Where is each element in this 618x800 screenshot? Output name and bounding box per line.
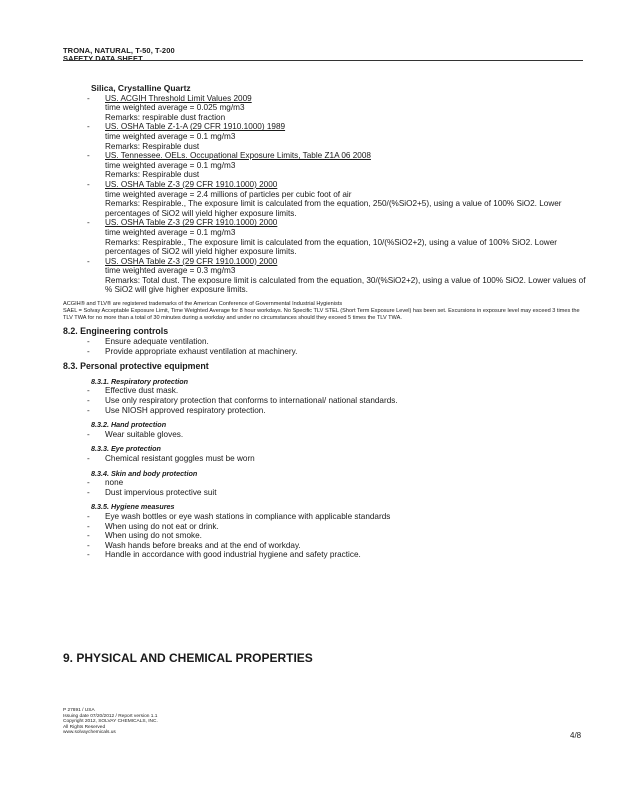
engineering-control-item-text: Provide appropriate exhaust ventilation at machinery. — [105, 346, 298, 356]
ppe-subsection-title: 8.3.3. Eye protection — [91, 444, 161, 454]
header-doc-type: SAFETY DATA SHEET — [63, 54, 143, 63]
ppe-subsection-title: 8.3.1. Respiratory protection — [91, 376, 189, 386]
footer-line5: www.solvaychemicals.us — [63, 730, 116, 736]
list-dash: - — [87, 511, 90, 521]
list-dash: - — [87, 550, 90, 560]
ppe-subsection-title: 8.3.4. Skin and body protection — [91, 468, 198, 478]
ppe-item-text: Chemical resistant goggles must be worn — [105, 453, 255, 463]
footer-line4: All Rights Reserved — [63, 724, 106, 730]
ppe-item — [87, 405, 593, 416]
section-9-heading: 9. PHYSICAL AND CHEMICAL PROPERTIES — [63, 651, 313, 665]
ppe-item-text: Effective dust mask. — [105, 386, 179, 396]
exposure-limit-detail: Remarks: respirable dust fraction — [105, 112, 226, 122]
exposure-limit-source: US. OSHA Table Z-3 (29 CFR 1910.1000) 2000 — [105, 256, 278, 266]
exposure-limit-detail: Remarks: Respirable., The exposure limit is calculated from the equation, 250/(%SiO2+5), using a value of 100% SiO2. Lower percentages of SiO2 will yield higher exposure limits. — [105, 199, 562, 218]
footer-line2: Issuing date 07/20/2012 / Report version 1.1 — [63, 713, 158, 719]
exposure-limit-source: US. ACGIH Threshold Limit Values 2009 — [105, 93, 252, 103]
ppe-item — [87, 521, 593, 532]
ppe-item — [87, 478, 593, 488]
page-number: 4/8 — [570, 731, 582, 740]
exposure-limit-item — [63, 122, 593, 151]
list-dash: - — [87, 531, 90, 541]
list-dash: - — [87, 256, 90, 266]
ppe-subsections — [63, 377, 593, 560]
exposure-limit-item — [63, 180, 593, 218]
exposure-limit-detail: time weighted average = 0.1 mg/m3 — [105, 131, 236, 141]
exposure-limit-item — [63, 257, 593, 295]
ppe-item-text: Wear suitable gloves. — [105, 429, 184, 439]
ppe-item-text: Use only respiratory protection that conforms to international/ national standards. — [105, 396, 398, 406]
exposure-limits — [63, 94, 593, 295]
engineering-control-item — [87, 346, 593, 357]
list-dash: - — [87, 429, 90, 439]
list-dash: - — [87, 487, 90, 497]
exposure-limit-source: US. Tennessee. OELs. Occupational Exposure Limits, Table Z1A 06 2008 — [105, 151, 371, 161]
exposure-limit-item — [63, 151, 593, 180]
ppe-item-text: When using do not smoke. — [105, 531, 202, 541]
footer-line1: P 27891 / USA — [63, 708, 95, 713]
ppe-item — [87, 453, 593, 464]
exposure-limit-detail: time weighted average = 0.1 mg/m3 — [105, 160, 236, 170]
list-dash: - — [87, 218, 90, 228]
ppe-item — [87, 540, 593, 551]
list-dash: - — [87, 396, 90, 406]
exposure-limit-detail: time weighted average = 0.1 mg/m3 — [105, 227, 236, 237]
ppe-item — [87, 531, 593, 541]
ppe-item-text: Wash hands before breaks and at the end of workday. — [105, 540, 301, 550]
exposure-limit-detail: Remarks: Total dust. The exposure limit is calculated from the equation, 30/(%SiO2+2), using a value of 100% SiO2. Lower values of % SiO2 will give higher exposure limits. — [105, 275, 586, 295]
ppe-item-text: When using do not eat or drink. — [105, 521, 219, 531]
footer-line3: Copyright 2012, SOLVAY CHEMICALS, INC. — [63, 719, 158, 725]
ppe-item-text: Dust impervious protective suit — [105, 487, 217, 497]
list-dash: - — [87, 179, 90, 189]
silica-title: Silica, Crystalline Quartz — [91, 83, 191, 93]
exposure-limit-detail: time weighted average = 0.025 mg/m3 — [105, 103, 245, 113]
header-rule — [63, 60, 583, 61]
list-dash: - — [87, 346, 90, 356]
footnote — [63, 301, 588, 321]
exposure-limit-detail: time weighted average = 0.3 mg/m3 — [105, 266, 236, 276]
ppe-subsection-title: 8.3.2. Hand protection — [91, 420, 167, 430]
header-product: TRONA, NATURAL, T-50, T-200 — [63, 46, 175, 55]
list-dash: - — [87, 122, 90, 132]
engineering-controls-list — [63, 337, 593, 356]
list-dash: - — [87, 151, 90, 161]
ppe-item-text: Eye wash bottles or eye wash stations in compliance with applicable standards — [105, 511, 391, 521]
exposure-limit-source: US. OSHA Table Z-1-A (29 CFR 1910.1000) 1989 — [105, 122, 286, 132]
exposure-limit-source: US. OSHA Table Z-3 (29 CFR 1910.1000) 2000 — [105, 179, 278, 189]
exposure-limit-item — [63, 94, 593, 123]
footnote-line1: ACGIH® and TLV® are registered trademarks of the American Conference of Governmental Industrial Hygienists — [63, 301, 343, 308]
section-8-3-title: 8.3. Personal protective equipment — [63, 361, 209, 372]
exposure-limit-source: US. OSHA Table Z-3 (29 CFR 1910.1000) 2000 — [105, 218, 278, 228]
exposure-limit-detail: Remarks: Respirable dust — [105, 141, 200, 151]
ppe-item — [87, 429, 593, 440]
ppe-item-text: Handle in accordance with good industrial hygiene and safety practice. — [105, 550, 361, 560]
list-dash: - — [87, 478, 90, 488]
ppe-item-text: Use NIOSH approved respiratory protection. — [105, 405, 266, 415]
list-dash: - — [87, 540, 90, 550]
ppe-item — [87, 511, 593, 522]
list-dash: - — [87, 521, 90, 531]
ppe-subsection-title: 8.3.5. Hygiene measures — [91, 502, 175, 512]
engineering-control-item — [87, 337, 593, 347]
exposure-limit-detail: Remarks: Respirable dust — [105, 170, 200, 180]
ppe-item — [87, 487, 593, 498]
footer — [63, 708, 158, 736]
list-dash: - — [87, 405, 90, 415]
exposure-limit-detail: Remarks: Respirable., The exposure limit is calculated from the equation, 10/(%SiO2+2), using a value of 100% SiO2. Lower percentages of SiO2 will yield higher exposure limits. — [105, 237, 557, 257]
ppe-item — [87, 386, 593, 396]
ppe-item — [87, 396, 593, 406]
ppe-item-text: none — [105, 478, 124, 488]
footnote-line2: SAEL = Solvay Acceptable Exposure Limit, Time Weighted Average for 8 hour workdays. No Specific TLV STEL (Short Term Exposure Level) has been set. Excursions in exposure level may exceed 3 times the TLV TWA for no more than a total of 30 minutes during a workday and under no circumstances should they exceed 5 times the TLV TWA. — [63, 307, 580, 321]
list-dash: - — [87, 453, 90, 463]
list-dash: - — [87, 93, 90, 103]
list-dash: - — [87, 386, 90, 396]
exposure-limit-item — [63, 218, 593, 256]
ppe-item — [87, 550, 593, 560]
list-dash: - — [87, 337, 90, 347]
section-8-2-title: 8.2. Engineering controls — [63, 326, 169, 337]
exposure-limit-detail: time weighted average = 2.4 millions of particles per cubic foot of air — [105, 189, 352, 199]
main-content — [63, 84, 593, 560]
engineering-control-item-text: Ensure adequate ventilation. — [105, 337, 209, 347]
